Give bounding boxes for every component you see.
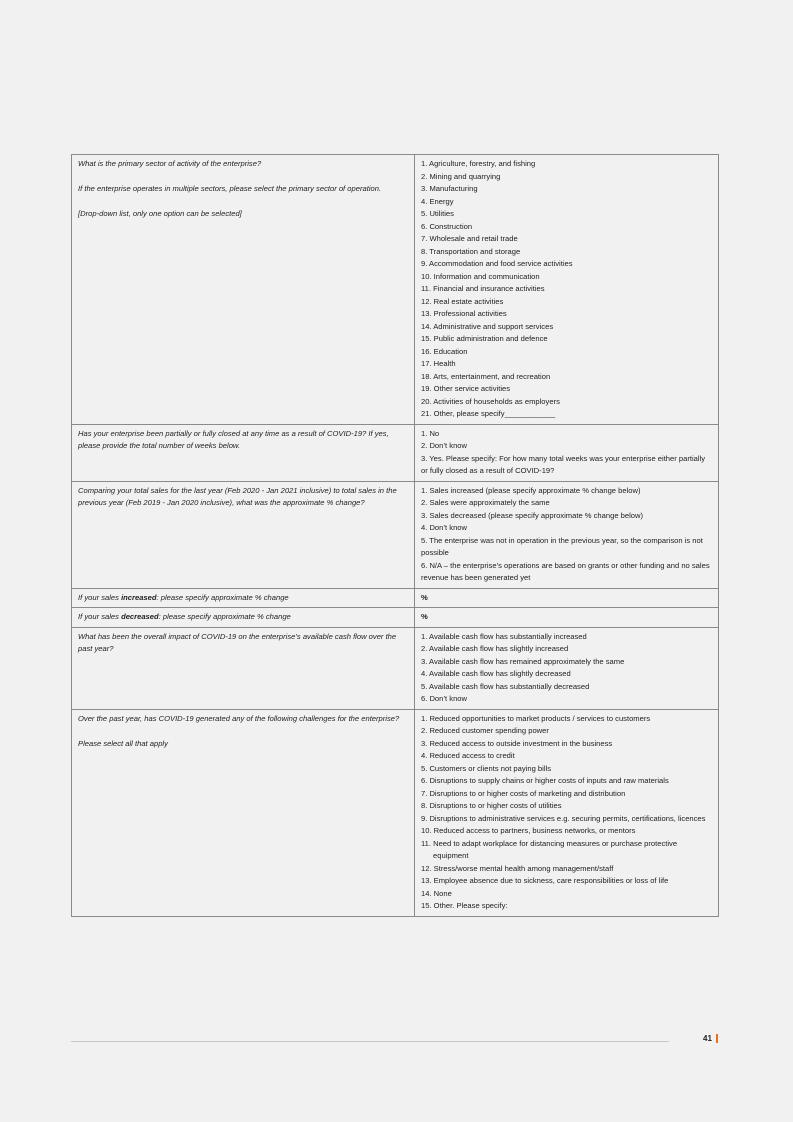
answer-option: 3. Sales decreased (please specify approximate % change below): [421, 510, 644, 520]
answer-options-cell: [415, 481, 719, 588]
answer-option: 1. No: [421, 428, 440, 438]
question-cell: [72, 588, 415, 608]
percent-symbol: %: [421, 612, 428, 621]
percent-symbol: %: [421, 592, 428, 602]
answer-option: 19. Other service activities: [421, 384, 511, 393]
answer-option: 11. Need to adapt workplace for distancing measures or purchase protective equipment: [421, 838, 678, 860]
table-row-sales-change: [72, 481, 719, 588]
table-row-covid-closure: [72, 424, 719, 481]
answer-option: 21. Other, please specify____________: [421, 409, 556, 418]
answer-option: 1. Sales increased (please specify approximate % change below): [421, 485, 641, 495]
answer-options-cell: [415, 155, 719, 425]
answer-option: 2. Available cash flow has slightly increased: [421, 644, 569, 653]
table-row-covid-challenges: [72, 709, 719, 916]
answer-option: 6. Don’t know: [421, 694, 468, 703]
answer-option: 4. Reduced access to credit: [421, 751, 515, 760]
question-instruction: [Drop-down list, only one option can be selected]: [78, 209, 242, 218]
answer-option: 14. Administrative and support services: [421, 321, 554, 331]
answer-option: 6. Construction: [421, 221, 473, 231]
answer-option: 4. Available cash flow has slightly decreased: [421, 669, 571, 678]
survey-questions-table: [71, 154, 719, 917]
answer-option: 9. Accommodation and food service activities: [421, 259, 573, 268]
answer-option: 7. Wholesale and retail trade: [421, 234, 518, 243]
answer-option: 3. Available cash flow has remained approximately the same: [421, 656, 625, 666]
question-instruction: Please select all that apply: [78, 738, 168, 748]
question-emphasis: decreased: [121, 612, 159, 621]
answer-option: 13. Employee absence due to sickness, care responsibilities or loss of life: [421, 876, 669, 885]
question-text: Comparing your total sales for the last year (Feb 2020 - Jan 2021 inclusive) to total sales in the previous year (Feb 2019 - Jan 2020 inclusive), what was the approximate % change?: [78, 485, 397, 507]
answer-option: 3. Manufacturing: [421, 184, 478, 193]
question-cell: [72, 424, 415, 481]
answer-option: 1. Reduced opportunities to market products / services to customers: [421, 713, 651, 723]
table-row-sales-increased: [72, 588, 719, 608]
answer-option: 15. Other. Please specify:: [421, 901, 508, 910]
table-row-primary-sector: [72, 155, 719, 425]
question-cell: [72, 608, 415, 628]
question-text: What is the primary sector of activity of the enterprise?: [78, 159, 262, 168]
answer-option: 5. Customers or clients not paying bills: [421, 763, 551, 773]
question-prefix: If your sales: [78, 612, 122, 621]
question-text: What has been the overall impact of COVID-19 on the enterprise’s available cash flow over the past year?: [78, 631, 397, 653]
answer-option: 4. Energy: [421, 196, 454, 206]
answer-option: 6. Disruptions to supply chains or higher costs of inputs and raw materials: [421, 776, 669, 785]
answer-option: 8. Disruptions to or higher costs of utilities: [421, 801, 562, 810]
answer-option: 2. Don’t know: [421, 441, 468, 450]
answer-option: 12. Stress/worse mental health among management/staff: [421, 863, 614, 873]
answer-option: 10. Reduced access to partners, business networks, or mentors: [421, 826, 636, 835]
question-text: Over the past year, has COVID-19 generated any of the following challenges for the enterprise?: [78, 713, 400, 723]
table-row-sales-decreased: [72, 608, 719, 628]
table-row-cash-flow: [72, 627, 719, 709]
answer-options-cell: [415, 424, 719, 481]
percent-answer-cell[interactable]: [415, 608, 719, 628]
answer-option: 9. Disruptions to administrative services e.g. securing permits, certifications, licences: [421, 813, 706, 823]
answer-option: 15. Public administration and defence: [421, 334, 548, 343]
footer-divider: [71, 1041, 669, 1042]
page-number: 41: [703, 1034, 712, 1043]
answer-option: 6. N/A – the enterprise’s operations are based on grants or other funding and no sales revenue has been generated yet: [421, 560, 710, 582]
answer-option: 3. Yes. Please specify: For how many total weeks was your enterprise either partially or fully closed as a result of COVID-19?: [421, 453, 706, 475]
answer-option: 18. Arts, entertainment, and recreation: [421, 371, 551, 381]
question-cell: [72, 627, 415, 709]
answer-option: 1. Available cash flow has substantially increased: [421, 631, 587, 641]
answer-option: 2. Mining and quarrying: [421, 171, 501, 181]
answer-option: 8. Transportation and storage: [421, 246, 521, 256]
question-emphasis: increased: [121, 592, 157, 602]
question-suffix: : please specify approximate % change: [158, 612, 291, 621]
answer-option: 5. Utilities: [421, 209, 454, 218]
question-cell: [72, 155, 415, 425]
answer-option: 14. None: [421, 888, 452, 898]
answer-option: 5. The enterprise was not in operation in the previous year, so the comparison is not possible: [421, 535, 703, 557]
page-number-accent-bar: [716, 1034, 718, 1043]
question-cell: [72, 709, 415, 916]
answer-option: 10. Information and communication: [421, 271, 540, 281]
answer-option: 13. Professional activities: [421, 309, 507, 318]
answer-options-cell: [415, 627, 719, 709]
answer-option: 11. Financial and insurance activities: [421, 284, 545, 293]
answer-option: 4. Don’t know: [421, 523, 468, 532]
question-suffix: : please specify approximate % change: [156, 592, 289, 602]
question-text: Has your enterprise been partially or fully closed at any time as a result of COVID-19? If yes, please provide the total number of weeks below.: [78, 428, 389, 450]
answer-option: 16. Education: [421, 346, 468, 356]
answer-option: 2. Reduced customer spending power: [421, 726, 549, 735]
answer-option: 5. Available cash flow has substantially decreased: [421, 681, 590, 691]
answer-option: 1. Agriculture, forestry, and fishing: [421, 159, 536, 168]
answer-option: 20. Activities of households as employers: [421, 396, 560, 406]
question-prefix: If your sales: [78, 592, 122, 602]
answer-option: 12. Real estate activities: [421, 296, 504, 306]
answer-option: 17. Health: [421, 359, 456, 368]
answer-option: 2. Sales were approximately the same: [421, 498, 550, 507]
answer-option: 7. Disruptions to or higher costs of marketing and distribution: [421, 788, 626, 798]
answer-options-cell: [415, 709, 719, 916]
percent-answer-cell[interactable]: [415, 588, 719, 608]
answer-option: 3. Reduced access to outside investment in the business: [421, 738, 613, 748]
question-text: If the enterprise operates in multiple sectors, please select the primary sector of operation.: [78, 184, 382, 193]
question-cell: [72, 481, 415, 588]
